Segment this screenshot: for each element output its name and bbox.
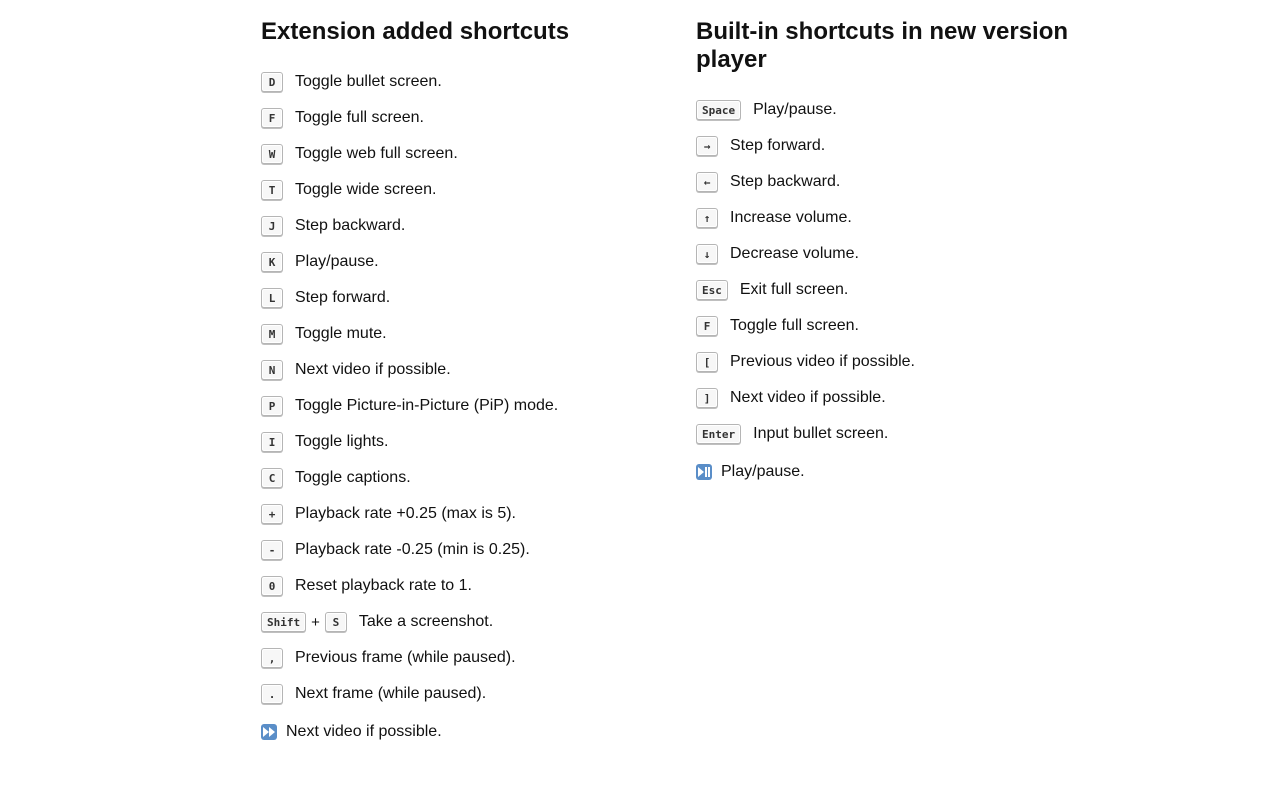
keycap: D — [261, 72, 283, 92]
keycap: Shift — [261, 612, 306, 632]
extension-shortcut-row — [261, 352, 661, 388]
key-joiner: + — [311, 613, 320, 631]
shortcut-description: Step forward. — [295, 289, 391, 306]
builtin-media-label: Play/pause. — [721, 463, 805, 480]
keycap: L — [261, 288, 283, 308]
builtin-shortcuts-section — [696, 18, 1096, 487]
extension-shortcut-row — [261, 64, 661, 100]
shortcut-description: Step backward. — [295, 217, 406, 234]
extension-shortcut-row — [261, 244, 661, 280]
shortcut-description: Toggle full screen. — [295, 109, 424, 126]
builtin-shortcut-row — [696, 380, 1096, 416]
builtin-shortcut-row — [696, 164, 1096, 200]
shortcut-description: Toggle lights. — [295, 433, 389, 450]
key-combo — [261, 216, 283, 236]
shortcut-description: Toggle mute. — [295, 325, 387, 342]
extension-shortcut-row — [261, 496, 661, 532]
shortcut-description: Previous frame (while paused). — [295, 649, 516, 666]
shortcut-description: Play/pause. — [295, 253, 379, 270]
key-combo — [696, 352, 718, 372]
keycap: N — [261, 360, 283, 380]
builtin-shortcut-row — [696, 236, 1096, 272]
shortcut-description: Play/pause. — [753, 101, 837, 118]
key-combo — [261, 576, 283, 596]
extension-shortcuts-title: Extension added shortcuts — [261, 18, 570, 45]
next-track-icon — [261, 724, 277, 740]
key-combo — [696, 388, 718, 408]
shortcut-description: Step backward. — [730, 173, 841, 190]
keycap: ↓ — [696, 244, 718, 264]
extension-shortcuts-section — [261, 18, 661, 747]
key-combo — [261, 684, 283, 704]
key-combo — [261, 396, 283, 416]
keycap: . — [261, 684, 283, 704]
keycap: W — [261, 144, 283, 164]
shortcut-description: Toggle captions. — [295, 469, 411, 486]
builtin-shortcut-row — [696, 344, 1096, 380]
key-combo — [696, 100, 741, 120]
key-combo — [261, 504, 283, 524]
key-combo — [261, 180, 283, 200]
key-combo — [261, 288, 283, 308]
key-combo — [261, 324, 283, 344]
builtin-shortcut-list — [696, 92, 1096, 452]
extension-shortcut-row — [261, 172, 661, 208]
keycap: F — [696, 316, 718, 336]
key-combo — [261, 72, 283, 92]
builtin-shortcut-row — [696, 92, 1096, 128]
keycap: P — [261, 396, 283, 416]
key-combo — [261, 648, 283, 668]
shortcut-description: Decrease volume. — [730, 245, 859, 262]
extension-shortcut-row — [261, 100, 661, 136]
key-combo — [261, 612, 347, 632]
key-combo — [696, 136, 718, 156]
shortcut-description: Previous video if possible. — [730, 353, 915, 370]
builtin-shortcut-row — [696, 128, 1096, 164]
key-combo — [261, 108, 283, 128]
extension-shortcut-row — [261, 604, 661, 640]
shortcut-description: Next video if possible. — [730, 389, 886, 406]
key-combo — [696, 244, 718, 264]
shortcut-description: Step forward. — [730, 137, 826, 154]
key-combo — [261, 144, 283, 164]
extension-shortcut-row — [261, 388, 661, 424]
keycap: 0 — [261, 576, 283, 596]
keycap: , — [261, 648, 283, 668]
play-pause-icon — [696, 464, 712, 480]
keycap: ← — [696, 172, 718, 192]
keycap: J — [261, 216, 283, 236]
extension-shortcut-row — [261, 280, 661, 316]
keycap: Esc — [696, 280, 728, 300]
keycap: S — [325, 612, 347, 632]
extension-shortcut-row — [261, 460, 661, 496]
shortcut-description: Toggle bullet screen. — [295, 73, 442, 90]
keycap: [ — [696, 352, 718, 372]
shortcut-description: Toggle web full screen. — [295, 145, 458, 162]
shortcut-description: Toggle wide screen. — [295, 181, 437, 198]
keycap: ] — [696, 388, 718, 408]
key-combo — [261, 252, 283, 272]
builtin-shortcut-row — [696, 272, 1096, 308]
keycap: Space — [696, 100, 741, 120]
shortcut-description: Next video if possible. — [295, 361, 451, 378]
shortcut-description: Increase volume. — [730, 209, 852, 226]
shortcut-description: Toggle full screen. — [730, 317, 859, 334]
key-combo — [696, 280, 728, 300]
keycap: → — [696, 136, 718, 156]
extension-shortcut-row — [261, 316, 661, 352]
builtin-shortcuts-title: Built-in shortcuts in new version player — [696, 18, 1069, 73]
keycap: ↑ — [696, 208, 718, 228]
keycap: C — [261, 468, 283, 488]
extension-shortcut-row — [261, 424, 661, 460]
extension-shortcut-row — [261, 640, 661, 676]
builtin-shortcut-row — [696, 416, 1096, 452]
key-combo — [696, 172, 718, 192]
shortcut-description: Exit full screen. — [739, 281, 849, 298]
keycap: + — [261, 504, 283, 524]
extension-shortcut-row — [261, 676, 661, 712]
key-combo — [696, 424, 741, 444]
extension-shortcut-row — [261, 136, 661, 172]
extension-shortcut-row — [261, 208, 661, 244]
builtin-media-row — [696, 457, 1096, 487]
shortcut-description: Playback rate +0.25 (max is 5). — [295, 505, 516, 522]
extension-media-label: Next video if possible. — [286, 723, 442, 740]
key-combo — [696, 316, 718, 336]
shortcut-description: Toggle Picture-in-Picture (PiP) mode. — [295, 397, 559, 414]
builtin-shortcut-row — [696, 308, 1096, 344]
keycap: T — [261, 180, 283, 200]
shortcut-description: Playback rate -0.25 (min is 0.25). — [295, 541, 530, 558]
keycap: I — [261, 432, 283, 452]
key-combo — [261, 360, 283, 380]
extension-media-row — [261, 717, 661, 747]
builtin-shortcut-row — [696, 200, 1096, 236]
keycap: F — [261, 108, 283, 128]
keycap: Enter — [696, 424, 741, 444]
keycap: - — [261, 540, 283, 560]
shortcut-description: Next frame (while paused). — [295, 685, 487, 702]
key-combo — [261, 468, 283, 488]
extension-shortcut-row — [261, 532, 661, 568]
keycap: M — [261, 324, 283, 344]
extension-shortcut-list — [261, 64, 661, 712]
shortcut-description: Input bullet screen. — [753, 425, 889, 442]
key-combo — [696, 208, 718, 228]
key-combo — [261, 432, 283, 452]
extension-shortcut-row — [261, 568, 661, 604]
shortcut-description: Take a screenshot. — [358, 613, 494, 630]
shortcut-description: Reset playback rate to 1. — [295, 577, 472, 594]
keycap: K — [261, 252, 283, 272]
key-combo — [261, 540, 283, 560]
